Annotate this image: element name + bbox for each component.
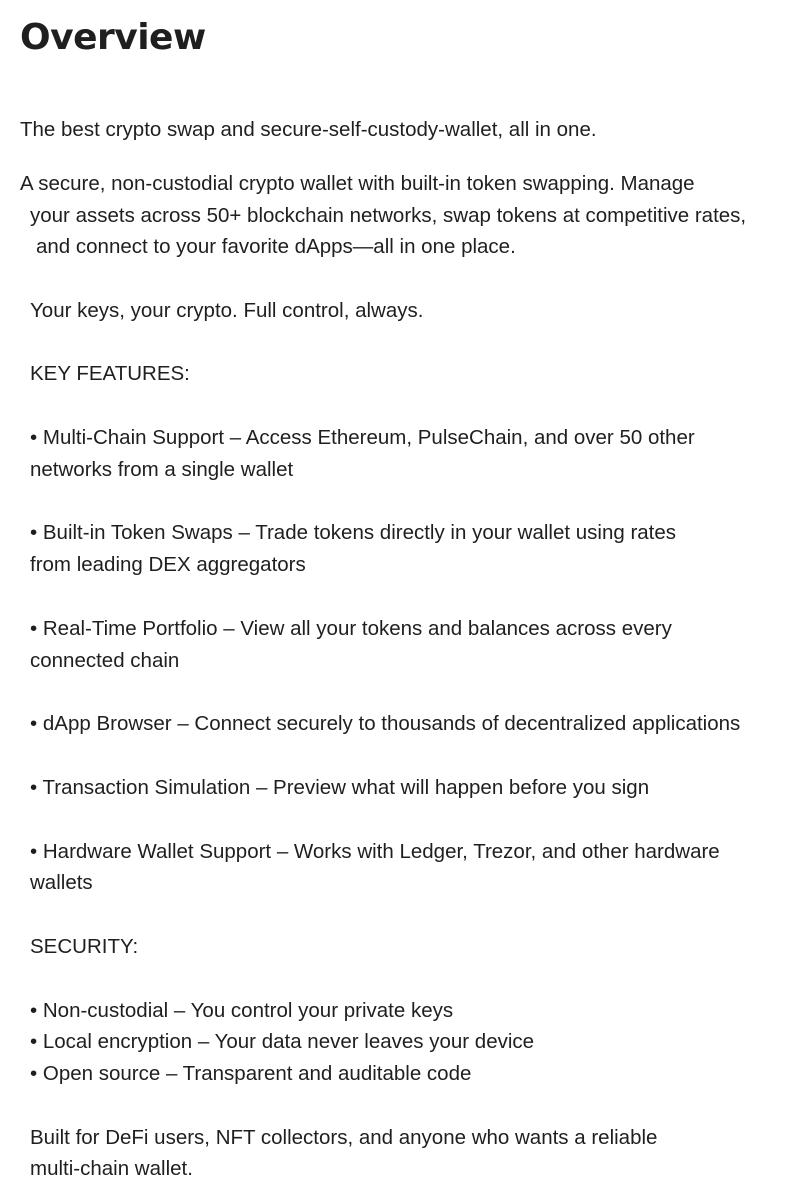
feature-hardware-wallet-cont: wallets	[30, 871, 93, 894]
feature-tx-simulation: • Transaction Simulation – Preview what will happen before you sign	[30, 776, 650, 799]
feature-portfolio-cont: connected chain	[30, 649, 180, 672]
intro-line-2: your assets across 50+ blockchain networks, swap tokens at competitive rates,	[30, 204, 747, 227]
security-open-source: • Open source – Transparent and auditable code	[30, 1062, 472, 1085]
feature-token-swaps: • Built-in Token Swaps – Trade tokens directly in your wallet using rates	[30, 521, 677, 544]
feature-multi-chain-cont: networks from a single wallet	[30, 458, 294, 481]
feature-portfolio: • Real-Time Portfolio – View all your tokens and balances across every	[30, 617, 672, 640]
intro-line-3: and connect to your favorite dApps—all in one place.	[36, 235, 516, 258]
feature-hardware-wallet: • Hardware Wallet Support – Works with Ledger, Trezor, and other hardware	[30, 840, 720, 863]
intro-line-1: A secure, non-custodial crypto wallet with built-in token swapping. Manage	[20, 172, 695, 195]
slogan: Your keys, your crypto. Full control, always.	[30, 299, 424, 322]
closing-line-2: multi-chain wallet.	[30, 1157, 193, 1180]
security-heading: SECURITY:	[30, 935, 139, 958]
feature-dapp-browser: • dApp Browser – Connect securely to thousands of decentralized applications	[30, 712, 741, 735]
page-title: Overview	[20, 17, 206, 58]
features-heading: KEY FEATURES:	[30, 362, 190, 385]
feature-token-swaps-cont: from leading DEX aggregators	[30, 553, 306, 576]
tagline: The best crypto swap and secure-self-custody-wallet, all in one.	[20, 118, 597, 141]
security-local-encryption: • Local encryption – Your data never leaves your device	[30, 1030, 535, 1053]
security-non-custodial: • Non-custodial – You control your private keys	[30, 999, 454, 1022]
closing-line-1: Built for DeFi users, NFT collectors, and anyone who wants a reliable	[30, 1126, 658, 1149]
feature-multi-chain: • Multi-Chain Support – Access Ethereum, PulseChain, and over 50 other	[30, 426, 695, 449]
